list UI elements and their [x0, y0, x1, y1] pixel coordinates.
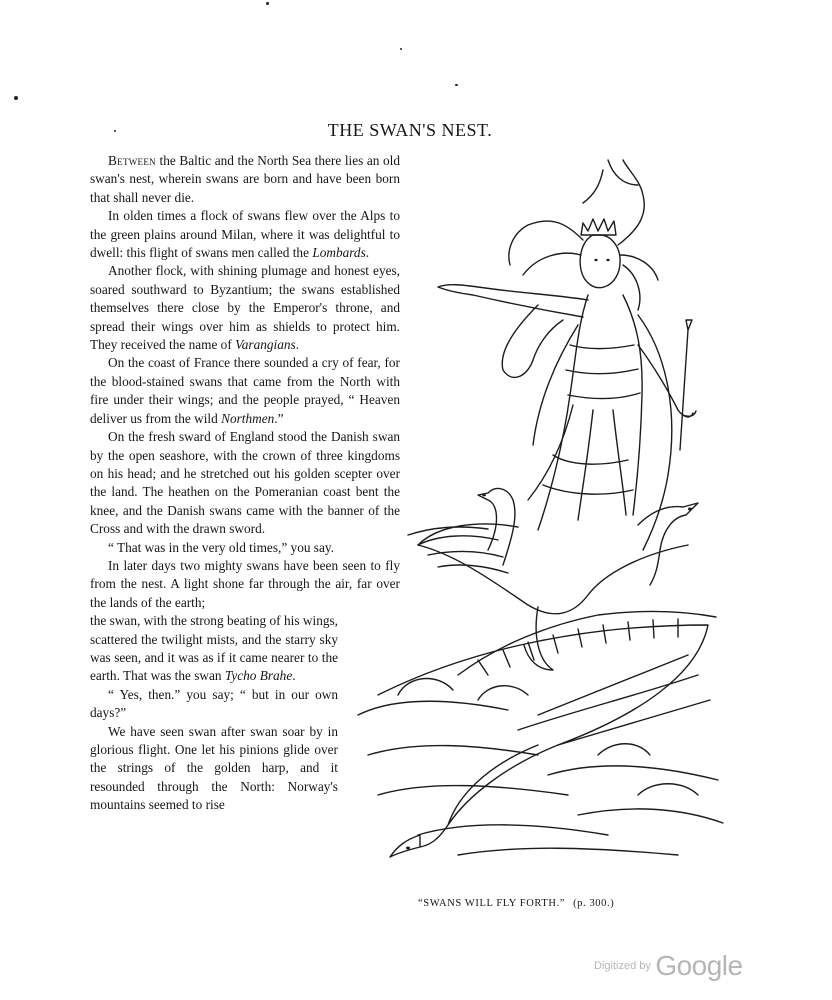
paragraph-text: . [295, 337, 300, 353]
paragraph-text: On the coast of France there sounded a cry of fear, for the blood-stained swans that came from the North with fire under their wings; and the people prayed, “ Heaven deliver us from the wild [90, 355, 400, 426]
paragraph: “ That was in the very old times,” you say. [108, 539, 334, 555]
paragraph-text: .” [274, 410, 284, 426]
paragraph-text: In olden times a flock of swans flew over the Alps to the green plains around Milan, where it was delightful to dwell: this flight of swans men called the [90, 208, 400, 261]
paragraph-text: Another flock, with shining plumage and honest eyes, soared southward to Byzantium; the swans established themselves there close by the Emperor's throne, and spread their wings over him as shields to protect him. They received the name of [90, 263, 400, 353]
illustration-caption [418, 898, 738, 909]
emphasis: Lombards [312, 245, 366, 261]
scan-speck [114, 130, 116, 132]
paragraph-text: the swan, with the strong beating of his wings, scattered the twilight mists, and the starry sky was seen, and it was as if it came nearer to the earth. That was the swan [90, 613, 338, 684]
paragraph: We have seen swan after swan soar by in glorious flight. One let his pinions glide over the strings of the golden harp, and it resounded through the North: Norway's mountains seemed to rise [90, 723, 338, 813]
emphasis: Northmen [221, 410, 275, 426]
scan-speck [266, 2, 269, 5]
paragraph [90, 612, 338, 686]
paragraph-text: . [365, 245, 370, 261]
page-title: THE SWAN'S NEST. [327, 120, 493, 140]
scan-speck [400, 48, 402, 50]
emphasis: Varangians [235, 337, 296, 353]
emphasis: Tycho Brahe [224, 668, 293, 684]
scan-speck [455, 84, 458, 86]
caption-page-reference: (p. 300.) [573, 898, 615, 909]
google-watermark [594, 950, 774, 982]
paragraph-text: . [292, 668, 296, 684]
queen-riding-swans-illustration [338, 155, 728, 890]
paragraph: In later days two mighty swans have been seen to fly from the nest. A light shone far through the air, far over the lands of the earth; [90, 557, 400, 610]
paragraph-text: the Baltic and the North Sea there lies an old swan's nest, wherein swans are born and have been born that shall never die. [90, 153, 400, 205]
watermark-prefix: Digitized by [594, 960, 651, 972]
scan-speck [14, 96, 18, 100]
caption-text: “SWANS WILL FLY FORTH.” [418, 898, 566, 909]
paragraph: “ Yes, then.” you say; “ but in our own days?” [90, 686, 338, 721]
paragraph: On the fresh sward of England stood the Danish swan by the open seashore, with the crown of three kingdoms on his head; and he stretched out his golden scepter over the land. The heathen on the Pomeranian coast bent the knee, and the Danish swans came with the banner of the Cross and with the drawn sword. [90, 429, 400, 537]
google-logo: Google [655, 950, 743, 981]
lead-word: Between [108, 153, 156, 168]
